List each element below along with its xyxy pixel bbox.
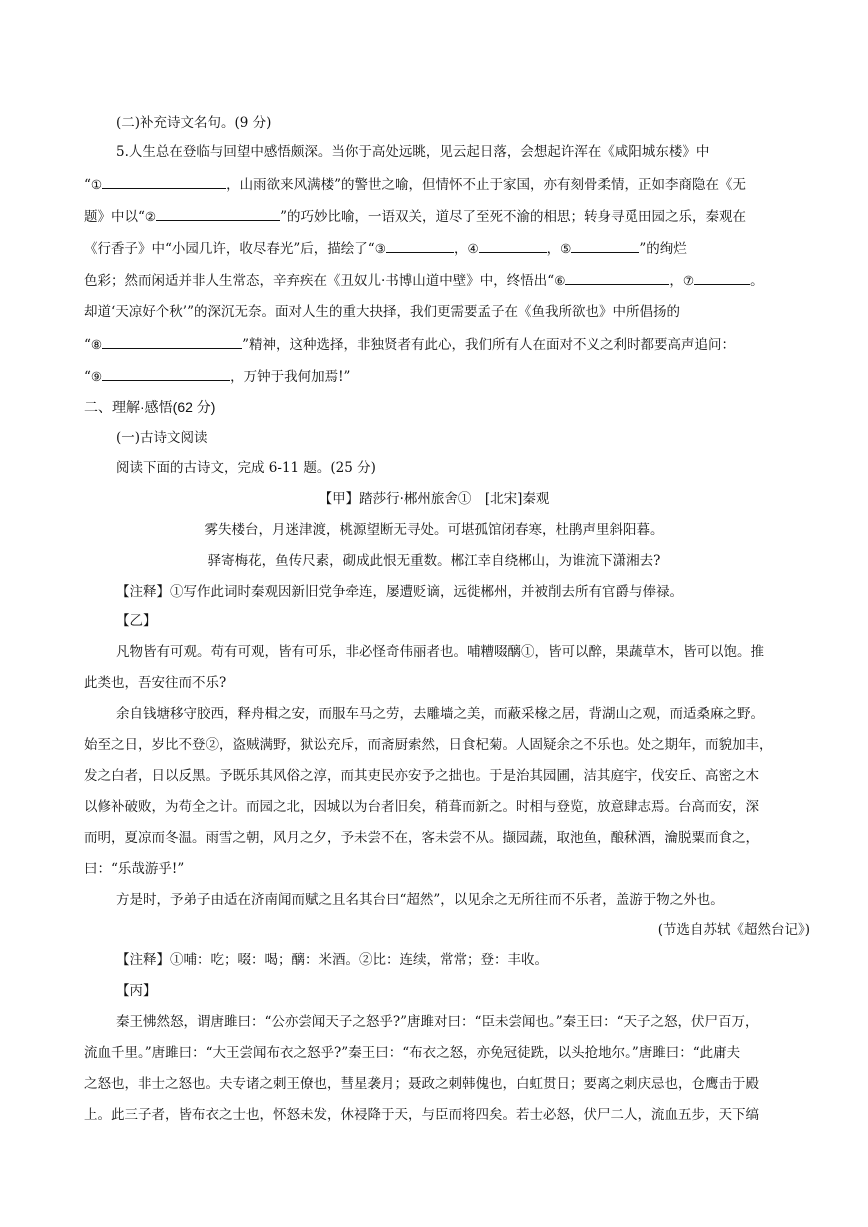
passage-yi-p1-line-2: 此类也，吾安往而不乐? [84, 675, 227, 691]
blank-marker-5: ⑤ [560, 241, 572, 256]
answer-blank-4[interactable] [479, 238, 547, 253]
passage-yi-tag: 【乙】 [116, 613, 157, 629]
answer-blank-3[interactable] [386, 238, 454, 253]
part-two-heading: 二、理解·感悟(62 分) [84, 399, 216, 415]
passage-yi-p2-line-5: 而明，夏凉而冬温。雨雪之朝，风月之夕，予未尝不在，客未尝不从。撷园蔬，取池鱼，酿秫酒，瀹脱粟而食之， [84, 830, 759, 846]
passage-yi-p2-line-6: 曰：“乐哉游乎!” [84, 861, 185, 877]
blank-marker-8: ⑧ [90, 337, 103, 352]
answer-blank-8[interactable] [102, 334, 242, 349]
poem-annotation: 【注释】①写作此词时秦观因新旧党争牵连，屡遭贬谪，远徙郴州，并被削去所有官爵与俸禄。 [116, 584, 683, 600]
blank-marker-7: ⑦ [682, 273, 695, 288]
q5-line-2: “① ，山雨欲来风满楼”的警世之喻，但情怀不止于家国，亦有刻骨柔情，正如李商隐在《无 [84, 174, 746, 195]
blank-marker-9: ⑨ [90, 369, 103, 384]
answer-blank-9[interactable] [102, 366, 230, 381]
q5-line-3: 题》中以“② ”的巧妙比喻，一语双关，道尽了至死不渝的相思；转身寻觅田园之乐，秦观在 [84, 206, 746, 227]
blank-marker-6: ⑥ [554, 273, 566, 288]
blank-marker-3: ③ [374, 241, 386, 256]
passage-yi-p2-line-2: 始至之日，岁比不登②，盗贼满野，狱讼充斥，而斋厨索然，日食杞菊。人固疑余之不乐也。处之期年，而貌加丰， [84, 737, 773, 753]
poem-line-1: 雾失楼台，月迷津渡，桃源望断无寻处。可堪孤馆闭春寒，杜鹃声里斜阳暮。 [204, 522, 664, 538]
reading-instruction: 阅读下面的古诗文，完成 6-11 题。(25 分) [116, 460, 376, 476]
poem-line-2: 驿寄梅花，鱼传尺素，砌成此恨无重数。郴江幸自绕郴山，为谁流下潇湘去? [207, 553, 661, 569]
passage-bing-line-1: 秦王怫然怒，谓唐雎曰：“公亦尝闻天子之怒乎?”唐雎对曰：“臣未尝闻也。”秦王曰：“天子之怒，伏尸百万， [116, 1014, 759, 1030]
passage-yi-annotation: 【注释】①哺：吃；啜：喝；醨：米酒。②比：连续，常常；登：丰收。 [116, 952, 548, 968]
q5-line-4: 《行香子》中“小园几许，收尽春光”后，描绘了“③ ，④ ，⑤ ”的绚烂 [84, 238, 687, 259]
passage-bing-line-4: 上。此三子者，皆布衣之士也，怀怒未发，休祲降于天，与臣而将四矣。若士必怒，伏尸二人，流血五步，天下缟 [84, 1107, 759, 1123]
blank-marker-2: ② [144, 209, 157, 224]
passage-bing-line-2: 流血千里。”唐雎曰：“大王尝闻布衣之怒乎?”秦王曰：“布衣之怒，亦免冠徒跣，以头抢地尔。”唐雎曰：“此庸夫 [84, 1045, 741, 1061]
passage-yi-p2-line-3: 发之白者，日以反黑。予既乐其风俗之淳，而其吏民亦安予之拙也。于是治其园圃，洁其庭宇，伐安丘、高密之木 [84, 768, 759, 784]
q5-line-1: 5.人生总在登临与回望中感悟颇深。当你于高处远眺，见云起日落，会想起许浑在《咸阳城东楼》中 [116, 144, 710, 160]
answer-blank-7[interactable] [694, 270, 750, 285]
answer-blank-5[interactable] [571, 238, 639, 253]
blank-marker-1: ① [90, 177, 103, 192]
q5-line-8: “⑨ ，万钟于我何加焉!” [84, 366, 350, 387]
subsection-heading-classical: (一)古诗文阅读 [116, 430, 208, 446]
blank-marker-4: ④ [467, 241, 479, 256]
section-heading-poetry-fill: (二)补充诗文名句。(9 分) [116, 115, 272, 131]
answer-blank-2[interactable] [156, 206, 280, 221]
passage-bing-tag: 【丙】 [116, 983, 157, 999]
q5-line-5: 色彩；然而闲适并非人生常态，辛弃疾在《丑奴儿·书博山道中壁》中，终悟出“⑥ ，⑦ 。 [84, 270, 764, 291]
answer-blank-6[interactable] [565, 270, 669, 285]
passage-yi-p1-line-1: 凡物皆有可观。苟有可观，皆有可乐，非必怪奇伟丽者也。哺糟啜醨①，皆可以醉，果蔬草木，皆可以饱。推 [116, 644, 764, 660]
passage-yi-p3: 方是时，予弟子由适在济南闻而赋之且名其台曰“超然”，以见余之无所往而不乐者，盖游于物之外也。 [116, 892, 724, 908]
answer-blank-1[interactable] [102, 174, 226, 189]
passage-yi-source: (节选自苏轼《超然台记》) [657, 922, 810, 938]
passage-yi-p2-line-4: 以修补破败，为苟全之计。而园之北，因城以为台者旧矣，稍葺而新之。时相与登览，放意肆志焉。台高而安，深 [84, 799, 759, 815]
poem-title: 【甲】踏莎行·郴州旅舍① [北宋]秦观 [318, 491, 550, 507]
q5-line-6: 却道‘天凉好个秋’”的深沉无奈。面对人生的重大抉择，我们更需要孟子在《鱼我所欲也》中所倡扬的 [84, 304, 680, 320]
passage-bing-line-3: 之怒也，非士之怒也。夫专诸之刺王僚也，彗星袭月；聂政之刺韩傀也，白虹贯日；要离之刺庆忌也，仓鹰击于殿 [84, 1076, 759, 1092]
passage-yi-p2-line-1: 余自钱塘移守胶西，释舟楫之安，而服车马之劳，去雕墙之美，而蔽采椽之居，背湖山之观，而适桑麻之野。 [116, 706, 764, 722]
q5-line-7: “⑧ ”精神，这种选择，非独贤者有此心，我们所有人在面对不义之利时都要高声追问： [84, 334, 735, 355]
